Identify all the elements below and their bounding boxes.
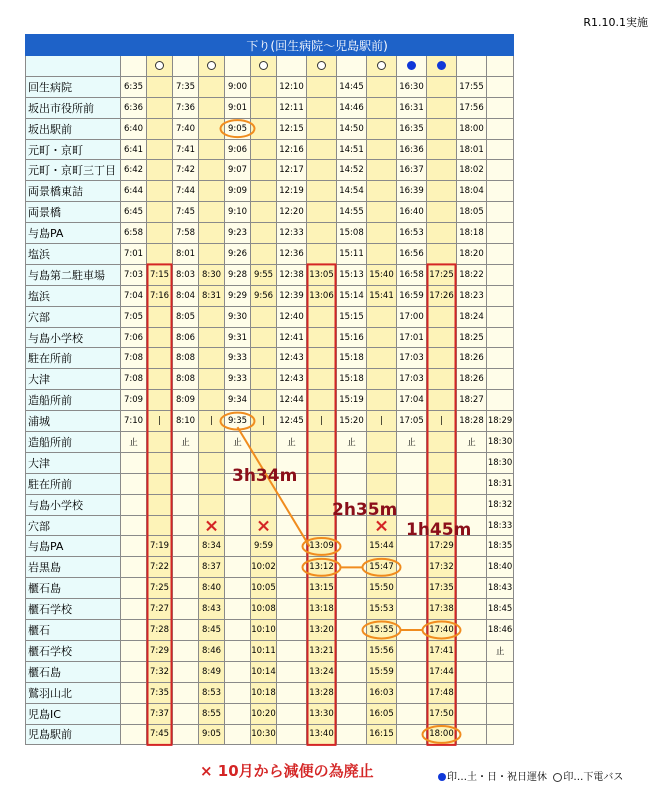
time-cell: 9:29 [225,285,251,306]
time-cell: 7:08 [121,348,147,369]
time-cell: 8:45 [199,620,225,641]
time-cell: 12:40 [277,306,307,327]
time-cell: 18:02 [457,160,487,181]
time-cell: 17:41 [427,640,457,661]
time-cell: 6:35 [121,76,147,97]
time-cell: 18:35 [487,536,514,557]
time-cell: 13:20 [307,620,337,641]
time-cell: 12:33 [277,223,307,244]
time-cell: 7:37 [147,703,173,724]
time-cell: 12:10 [277,76,307,97]
time-cell: 18:22 [457,264,487,285]
time-cell: 17:56 [457,97,487,118]
time-cell: 9:31 [225,327,251,348]
time-cell: 17:48 [427,682,457,703]
time-cell: 12:36 [277,244,307,265]
time-cell: 13:21 [307,640,337,661]
time-cell: 16:58 [397,264,427,285]
time-cell: 8:46 [199,640,225,661]
stop-name: 大津 [26,369,121,390]
time-cell: 7:25 [147,578,173,599]
time-cell: 9:30 [225,306,251,327]
time-cell: 17:03 [397,348,427,369]
time-cell: 12:15 [277,118,307,139]
time-cell: 12:43 [277,369,307,390]
time-cell: 17:32 [427,557,457,578]
time-cell: 17:03 [397,369,427,390]
stop-name: 櫃石島 [26,578,121,599]
time-cell: 16:35 [397,118,427,139]
time-cell: 8:08 [173,348,199,369]
time-cell: 18:31 [487,473,514,494]
time-cell: 6:44 [121,181,147,202]
time-cell: 16:36 [397,139,427,160]
time-cell: 9:10 [225,202,251,223]
time-cell: 6:40 [121,118,147,139]
time-cell: 9:09 [225,181,251,202]
time-cell: 8:53 [199,682,225,703]
time-cell: 7:05 [121,306,147,327]
time-cell: 7:29 [147,640,173,661]
time-cell: 10:18 [251,682,277,703]
stop-name: 坂出駅前 [26,118,121,139]
time-cell: 8:04 [173,285,199,306]
time-cell: 7:19 [147,536,173,557]
time-cell: 18:01 [457,139,487,160]
time-cell: 9:34 [225,390,251,411]
time-cell: 9:07 [225,160,251,181]
time-cell: 12:39 [277,285,307,306]
time-cell: 14:51 [337,139,367,160]
footer-note: × 10月から減便の為廃止 [200,762,374,780]
time-cell: 7:32 [147,661,173,682]
time-cell: 7:58 [173,223,199,244]
time-cell: 9:26 [225,244,251,265]
stop-name: 櫃石 [26,620,121,641]
legend-filled-label: 印…土・日・祝日運休 [447,772,547,783]
time-cell: 18:26 [457,369,487,390]
time-cell: 18:24 [457,306,487,327]
time-cell: 15:19 [337,390,367,411]
time-cell: 8:10 [173,411,199,432]
time-cell: 9:28 [225,264,251,285]
time-cell: 18:18 [457,223,487,244]
time-cell: 18:20 [457,244,487,265]
stop-name: 両景橋 [26,202,121,223]
stop-name: 児島IC [26,703,121,724]
effective-date: R1.10.1実施 [583,16,648,29]
time-cell: 12:45 [277,411,307,432]
time-cell: 10:02 [251,557,277,578]
time-cell: 15:14 [337,285,367,306]
time-cell: 13:40 [307,724,337,745]
stop-name: 回生病院 [26,76,121,97]
time-cell: 7:36 [173,97,199,118]
time-cell: 18:00 [457,118,487,139]
time-cell: 13:05 [307,264,337,285]
time-cell: 12:41 [277,327,307,348]
time-cell: 18:45 [487,599,514,620]
time-cell: 12:19 [277,181,307,202]
time-cell: 13:24 [307,661,337,682]
time-cell: 18:30 [487,452,514,473]
legend [438,768,623,783]
connector-line-1 [238,427,310,546]
time-cell: 15:41 [367,285,397,306]
time-cell: 16:56 [397,244,427,265]
time-cell: 7:27 [147,599,173,620]
time-cell: 18:04 [457,181,487,202]
time-cell: | [367,411,397,432]
time-cell: 13:15 [307,578,337,599]
time-cell: 7:40 [173,118,199,139]
time-cell: 10:14 [251,661,277,682]
stop-name: 櫃石学校 [26,599,121,620]
time-cell: 9:33 [225,348,251,369]
time-cell: 15:56 [367,640,397,661]
time-cell: 15:18 [337,369,367,390]
time-cell: 16:31 [397,97,427,118]
time-cell: 7:45 [173,202,199,223]
time-cell: 9:23 [225,223,251,244]
time-cell: 9:05 [225,118,251,139]
time-cell: 15:20 [337,411,367,432]
time-cell: 7:28 [147,620,173,641]
time-cell: 18:29 [487,411,514,432]
time-cell: 9:35 [225,411,251,432]
stop-name: 造船所前 [26,432,121,453]
time-cell: 15:08 [337,223,367,244]
time-cell: 10:11 [251,640,277,661]
time-cell: 7:10 [121,411,147,432]
stop-name: 岩黒島 [26,557,121,578]
time-cell: 7:15 [147,264,173,285]
stop-name: 児島駅前 [26,724,121,745]
orange-circle-2 [221,413,255,430]
time-cell: | [251,411,277,432]
time-cell: 12:44 [277,390,307,411]
time-cell: 8:09 [173,390,199,411]
time-cell: 8:31 [199,285,225,306]
time-cell: 7:44 [173,181,199,202]
time-cell: 15:50 [367,578,397,599]
time-cell: 12:38 [277,264,307,285]
time-cell: 15:55 [367,620,397,641]
red-box-1 [148,264,172,744]
time-cell: 8:43 [199,599,225,620]
stop-name: 元町・京町三丁目 [26,160,121,181]
time-cell: 15:16 [337,327,367,348]
time-cell: 17:35 [427,578,457,599]
time-cell: 10:30 [251,724,277,745]
time-cell: 9:59 [251,536,277,557]
time-cell: 16:05 [367,703,397,724]
time-cell: 止 [337,432,367,453]
time-cell: 止 [173,432,199,453]
table-title: 下り(回生病院～児島駅前) [121,35,514,56]
time-cell: 17:55 [457,76,487,97]
red-box-3 [428,264,456,744]
time-cell: 12:16 [277,139,307,160]
time-cell: 15:15 [337,306,367,327]
time-cell: 9:01 [225,97,251,118]
time-cell: 6:41 [121,139,147,160]
time-cell: 13:28 [307,682,337,703]
time-cell: 10:05 [251,578,277,599]
time-cell: 18:05 [457,202,487,223]
time-cell: 8:08 [173,369,199,390]
time-cell: 15:40 [367,264,397,285]
time-cell: 17:29 [427,536,457,557]
time-cell: 8:40 [199,578,225,599]
time-cell: 16:40 [397,202,427,223]
time-cell: 16:30 [397,76,427,97]
time-cell: | [307,411,337,432]
time-cell: 16:03 [367,682,397,703]
time-cell: 16:59 [397,285,427,306]
time-cell: 8:37 [199,557,225,578]
time-cell: 18:26 [457,348,487,369]
time-cell: 8:06 [173,327,199,348]
time-cell: 14:52 [337,160,367,181]
time-cell: 7:03 [121,264,147,285]
time-cell: 15:59 [367,661,397,682]
time-cell: 7:09 [121,390,147,411]
time-cell: 14:55 [337,202,367,223]
stop-name: 穴部 [26,306,121,327]
stop-name: 坂出市役所前 [26,97,121,118]
time-cell: 18:32 [487,494,514,515]
time-cell: 17:04 [397,390,427,411]
time-cell: 7:35 [147,682,173,703]
time-cell: 17:05 [397,411,427,432]
time-cell: 8:34 [199,536,225,557]
time-cell: 7:16 [147,285,173,306]
time-cell: | [147,411,173,432]
stop-name: 与島小学校 [26,494,121,515]
duration-label-2: 2h35m [332,500,398,520]
time-cell: 7:01 [121,244,147,265]
time-cell: 12:11 [277,97,307,118]
time-cell: 止 [225,432,251,453]
stop-name: 駐在所前 [26,473,121,494]
stop-name: 大津 [26,452,121,473]
time-cell: 18:00 [427,724,457,745]
time-cell: 17:50 [427,703,457,724]
time-cell: 13:18 [307,599,337,620]
time-cell: 9:05 [199,724,225,745]
duration-label-1: 3h34m [232,466,298,486]
time-cell: 17:44 [427,661,457,682]
time-cell: 7:41 [173,139,199,160]
cross-mark-3: × [373,515,390,537]
stop-name: 元町・京町 [26,139,121,160]
time-cell: 15:11 [337,244,367,265]
time-cell: 13:12 [307,557,337,578]
time-cell: 12:43 [277,348,307,369]
legend-open-label: 印…下電バス [563,772,624,783]
stop-name: 造船所前 [26,390,121,411]
time-cell: 止 [457,432,487,453]
time-cell: | [427,411,457,432]
stop-name: 与島小学校 [26,327,121,348]
time-cell: 18:40 [487,557,514,578]
filled-circle-icon [438,773,446,781]
time-cell: 17:00 [397,306,427,327]
time-cell: | [199,411,225,432]
time-cell: 14:45 [337,76,367,97]
time-cell: 9:06 [225,139,251,160]
orange-circle-5 [363,559,401,576]
time-cell: 13:09 [307,536,337,557]
time-cell: 8:55 [199,703,225,724]
time-cell: 16:37 [397,160,427,181]
open-circle-icon [553,773,562,782]
stop-name: 与島PA [26,223,121,244]
time-cell: 17:40 [427,620,457,641]
stop-name: 穴部 [26,515,121,536]
time-cell: 9:00 [225,76,251,97]
time-cell: 18:28 [457,411,487,432]
time-cell: 6:42 [121,160,147,181]
time-cell: 12:17 [277,160,307,181]
time-cell: 8:49 [199,661,225,682]
time-cell: 18:33 [487,515,514,536]
time-cell: 17:01 [397,327,427,348]
time-cell: 止 [397,432,427,453]
time-cell: 10:10 [251,620,277,641]
time-cell: 15:53 [367,599,397,620]
stop-name: 鷲羽山北 [26,682,121,703]
time-cell: 15:13 [337,264,367,285]
time-cell: 止 [121,432,147,453]
time-cell: 15:44 [367,536,397,557]
time-cell: 15:18 [337,348,367,369]
time-cell: 7:08 [121,369,147,390]
time-cell: 14:54 [337,181,367,202]
stop-name: 塩浜 [26,285,121,306]
time-cell: 18:43 [487,578,514,599]
time-cell: 7:35 [173,76,199,97]
time-cell: 18:25 [457,327,487,348]
time-cell: 16:15 [367,724,397,745]
time-cell: 6:45 [121,202,147,223]
time-cell: 7:45 [147,724,173,745]
time-cell: 18:46 [487,620,514,641]
time-cell: 6:36 [121,97,147,118]
time-cell: 9:55 [251,264,277,285]
time-cell: 6:58 [121,223,147,244]
time-cell: 8:03 [173,264,199,285]
time-cell: 8:05 [173,306,199,327]
time-cell: 7:42 [173,160,199,181]
stop-name: 両景橋東詰 [26,181,121,202]
time-cell: 7:04 [121,285,147,306]
time-cell: 18:27 [457,390,487,411]
stop-name: 駐在所前 [26,348,121,369]
time-cell: 7:06 [121,327,147,348]
time-cell: 9:56 [251,285,277,306]
time-cell: 10:20 [251,703,277,724]
time-cell: 15:47 [367,557,397,578]
time-cell: 8:30 [199,264,225,285]
time-cell: 16:39 [397,181,427,202]
cross-mark-2: × [255,515,272,537]
time-cell: 18:30 [487,432,514,453]
stop-name: 櫃石島 [26,661,121,682]
time-cell: 止 [277,432,307,453]
time-cell: 7:22 [147,557,173,578]
stop-name: 与島第二駐車場 [26,264,121,285]
time-cell: 9:33 [225,369,251,390]
time-cell: 14:46 [337,97,367,118]
time-cell: 13:06 [307,285,337,306]
cross-mark-1: × [203,515,220,537]
time-cell: 14:50 [337,118,367,139]
time-cell: 17:38 [427,599,457,620]
stop-name: 浦城 [26,411,121,432]
time-cell: 止 [487,640,514,661]
stop-name: 塩浜 [26,244,121,265]
time-cell: 17:25 [427,264,457,285]
time-cell: 17:26 [427,285,457,306]
time-cell: 10:08 [251,599,277,620]
time-cell: 16:53 [397,223,427,244]
time-cell: 8:01 [173,244,199,265]
time-cell: 12:20 [277,202,307,223]
time-cell: 18:23 [457,285,487,306]
stop-name: 櫃石学校 [26,640,121,661]
orange-circle-1 [221,120,255,137]
stop-name: 与島PA [26,536,121,557]
duration-label-3: 1h45m [406,520,472,540]
orange-circle-6 [363,622,401,639]
time-cell: 13:30 [307,703,337,724]
